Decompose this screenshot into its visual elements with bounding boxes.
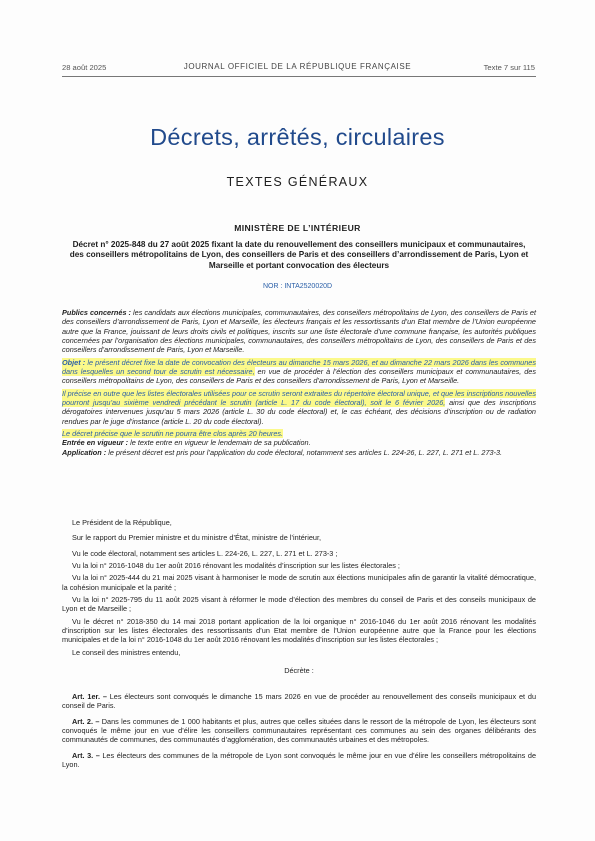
entree-label: Entrée en vigueur : (62, 438, 129, 448)
decree-title: Décret n° 2025-848 du 27 août 2025 fixant la date du renouvellement des conseillers municipaux et communautaires, des conseillers métropolitains de Lyon, des conseillers de Paris et des conseillers d’arrondissement de Paris, Lyon et Marseille et portant convocation des électeurs (69, 240, 529, 270)
header-journal-name: JOURNAL OFFICIEL DE LA RÉPUBLIQUE FRANÇAISE (183, 62, 412, 71)
ministry-name: MINISTÈRE DE L’INTÉRIEUR (234, 223, 361, 233)
notice-objet (62, 358, 536, 386)
article (62, 692, 536, 711)
preamble-conseil: Le conseil des ministres entendu, (72, 647, 181, 657)
preamble-block (62, 518, 536, 675)
entree-text: le texte entre en vigueur le lendemain de sa publication. (130, 438, 311, 448)
article-text: Les électeurs sont convoqués le dimanche 15 mars 2026 en vue de procéder au renouvellement des conseils municipaux et du conseil de Paris. (62, 692, 537, 711)
notice-public (62, 308, 536, 355)
lists-text: ainsi que des inscriptions dérogatoires intervenues jusqu’au 5 mars 2026 (article L. 30 du code électoral) et, le cas échéant, des décisions d’inscription ou de radiation rendues par le juge d’instance (article L. 20 du code électoral). (62, 398, 537, 426)
objet-label: Objet : (62, 357, 86, 367)
preamble-president: Le Président de la République, (72, 518, 172, 527)
preamble-decrete: Décrète : (284, 666, 314, 676)
page-header (0, 61, 595, 75)
notice-entree (62, 438, 536, 447)
notice-lists (62, 389, 536, 426)
application-label: Application : (62, 447, 107, 457)
objet-text-highlighted: le présent décret fixe la date de convocation des électeurs au dimanche 15 mars 2026, et au dimanche 22 mars 2026 dans les communes dans lesquelles un second tour de scrutin est nécessaire, (62, 357, 537, 377)
nor-reference: NOR : INTA2520020D (262, 283, 333, 290)
preamble-vu: Vu la loi n° 2016-1048 du 1er août 2016 rénovant les modalités d’inscription sur les listes électorales ; (72, 561, 400, 571)
hours-text-highlighted: Le décret précise que le scrutin ne pourra être clos après 20 heures. (62, 429, 284, 439)
article-text: Les électeurs des communes de la métropole de Lyon sont convoqués le même jour en vue d’élire les conseillers métropolitains de Lyon. (62, 750, 536, 770)
preamble-rapport: Sur le rapport du Premier ministre et du ministre d’État, ministre de l’intérieur, (72, 533, 322, 543)
notice-block (62, 308, 536, 457)
public-text: les candidats aux élections municipales, communautaires, des conseillers métropolitains de Lyon, des conseillers de Paris et des conseillers d’arrondissement de Paris, Lyon et Marseille, les électeurs français et les ressortissants d’un Etat membre de l’Union européenne autre que la France, jouissant de leurs droits civils et politiques, inscrits sur une liste électorale d’une commune française, les autorités publiques concernées par l’organisation des élections municipales, communautaires, des conseillers métropolitains de Lyon, des conseillers de Paris et des conseillers d’arrondissement de Paris, Lyon et Marseille. (62, 308, 536, 355)
article (62, 717, 536, 745)
main-title: Décrets, arrêtés, circulaires (150, 124, 445, 150)
article-label: Art. 2. – (72, 716, 100, 726)
preamble-vu: Vu la loi n° 2025-795 du 11 août 2025 visant à réformer le mode d’élection des membres du conseil de Paris et des conseils municipaux de Lyon et de Marseille ; (62, 595, 536, 614)
article-label: Art. 3. – (72, 750, 100, 760)
application-text: le présent décret est pris pour l’application du code électoral, notamment ses articles L. 224-26, L. 227, L. 271 et L. 273-3. (108, 447, 503, 457)
objet-text: en vue de procéder à l’élection des conseillers municipaux et communautaires, des conseillers métropolitains de Lyon, des conseillers de Paris et des conseillers d’arrondissement de Paris, Lyon et Marseille. (62, 367, 536, 386)
lists-text-highlighted: Il précise en outre que les listes électorales utilisées pour ce scrutin seront extraites du répertoire électoral unique, et que les inscriptions nouvelles pourront jusqu’au sixième vendredi précédant le scrutin (article L. 17 du code électoral), soit le 6 février 2026, (62, 388, 536, 408)
notice-hours (62, 429, 536, 438)
notice-application (62, 448, 536, 457)
articles-block (62, 692, 536, 769)
preamble-vu: Vu le code électoral, notamment ses articles L. 224-26, L. 227, L. 271 et L. 273-3 ; (72, 548, 338, 558)
header-rule (62, 76, 536, 77)
public-label: Publics concernés : (62, 308, 131, 317)
section-title: TEXTES GÉNÉRAUX (226, 175, 369, 189)
preamble-vu: Vu le décret n° 2018-350 du 14 mai 2018 portant application de la loi organique n° 2016-1046 du 1er août 2016 rénovant les modalités d’inscription sur les listes électorales des ressortissants d’un Etat membre de l’Union européenne autre que la France pour les élections municipales et de la loi n° 2016-1048 du 1er août 2016 rénovant les modalités d’inscription sur les listes électorales ; (62, 616, 536, 645)
article (62, 751, 536, 770)
header-date: 28 août 2025 (62, 63, 107, 72)
preamble-vu: Vu la loi n° 2025-444 du 21 mai 2025 visant à harmoniser le mode de scrutin aux élections municipales afin de garantir la vitalité démocratique, la cohésion municipale et la parité ; (62, 573, 536, 592)
article-label: Art. 1er. – (72, 692, 107, 701)
header-page-info: Texte 7 sur 115 (483, 63, 535, 72)
article-text: Dans les communes de 1 000 habitants et plus, autres que celles situées dans le ressort de la métropole de Lyon, les électeurs sont convoqués le même jour en vue d’élire les conseillers communautaires représentant ces communes au sein des organes délibérants des communautés de communes, des communautés d’agglomération, des communautés urbaines et des métropoles. (62, 716, 537, 745)
